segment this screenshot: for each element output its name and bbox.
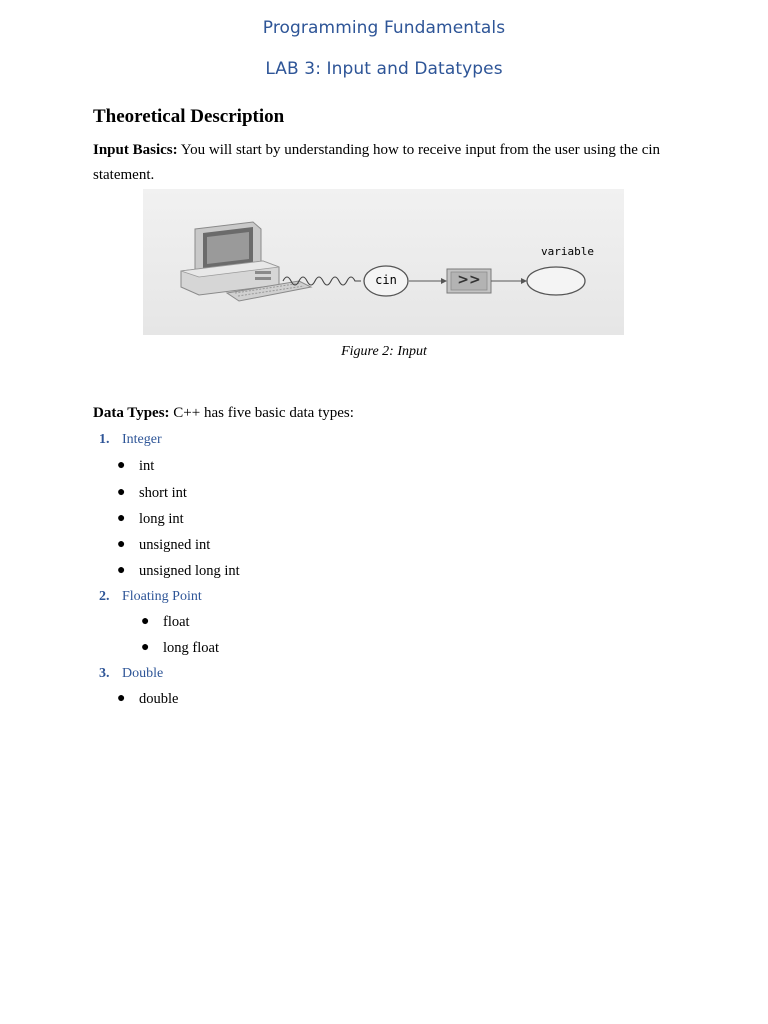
list-number: 1.	[99, 432, 110, 447]
intro-paragraph	[93, 138, 693, 188]
type-name: unsigned long int	[139, 563, 240, 579]
extraction-operator-label: >>	[457, 272, 481, 288]
list-item	[117, 511, 184, 528]
bullet-icon: ●	[117, 511, 126, 526]
list-item	[141, 640, 219, 657]
intro-label: Input Basics:	[93, 142, 178, 158]
input-diagram	[143, 189, 624, 335]
datatypes-label: Data Types:	[93, 405, 170, 421]
type-name: double	[139, 691, 179, 707]
list-item-floating-point	[99, 589, 202, 605]
section-heading: Theoretical Description	[93, 106, 285, 127]
course-title: Programming Fundamentals	[262, 18, 506, 38]
list-item	[117, 537, 211, 554]
list-number: 2.	[99, 589, 110, 604]
datatypes-text: C++ has five basic data types:	[169, 405, 354, 421]
lab-title: LAB 3: Input and Datatypes	[265, 59, 503, 79]
cin-label: cin	[375, 273, 397, 287]
group-name: Floating Point	[122, 589, 202, 604]
type-name: unsigned int	[139, 537, 211, 553]
list-item	[117, 458, 155, 475]
group-name: Double	[122, 666, 164, 681]
datatypes-intro	[93, 405, 354, 422]
list-item-double	[99, 666, 163, 682]
group-name: Integer	[122, 432, 162, 447]
intro-text: You will start by understanding how to receive input from the user using the cin statement.	[93, 142, 661, 183]
list-item	[117, 691, 179, 708]
bullet-icon: ●	[117, 563, 126, 578]
bullet-icon: ●	[141, 614, 150, 629]
type-name: int	[139, 458, 155, 474]
bullet-icon: ●	[117, 537, 126, 552]
input-figure	[143, 189, 624, 335]
variable-label: variable	[541, 245, 594, 258]
list-item-integer	[99, 432, 162, 448]
figure-caption: Figure 2: Input	[341, 344, 427, 359]
list-item	[117, 485, 187, 502]
bullet-icon: ●	[117, 485, 126, 500]
bullet-icon: ●	[117, 458, 126, 473]
type-name: short int	[139, 485, 187, 501]
type-name: long int	[139, 511, 184, 527]
type-name: long float	[163, 640, 219, 656]
type-name: float	[163, 614, 190, 630]
computer-icon	[181, 222, 311, 301]
list-item	[117, 563, 240, 580]
bullet-icon: ●	[141, 640, 150, 655]
list-item	[141, 614, 190, 631]
bullet-icon: ●	[117, 691, 126, 706]
list-number: 3.	[99, 666, 110, 681]
